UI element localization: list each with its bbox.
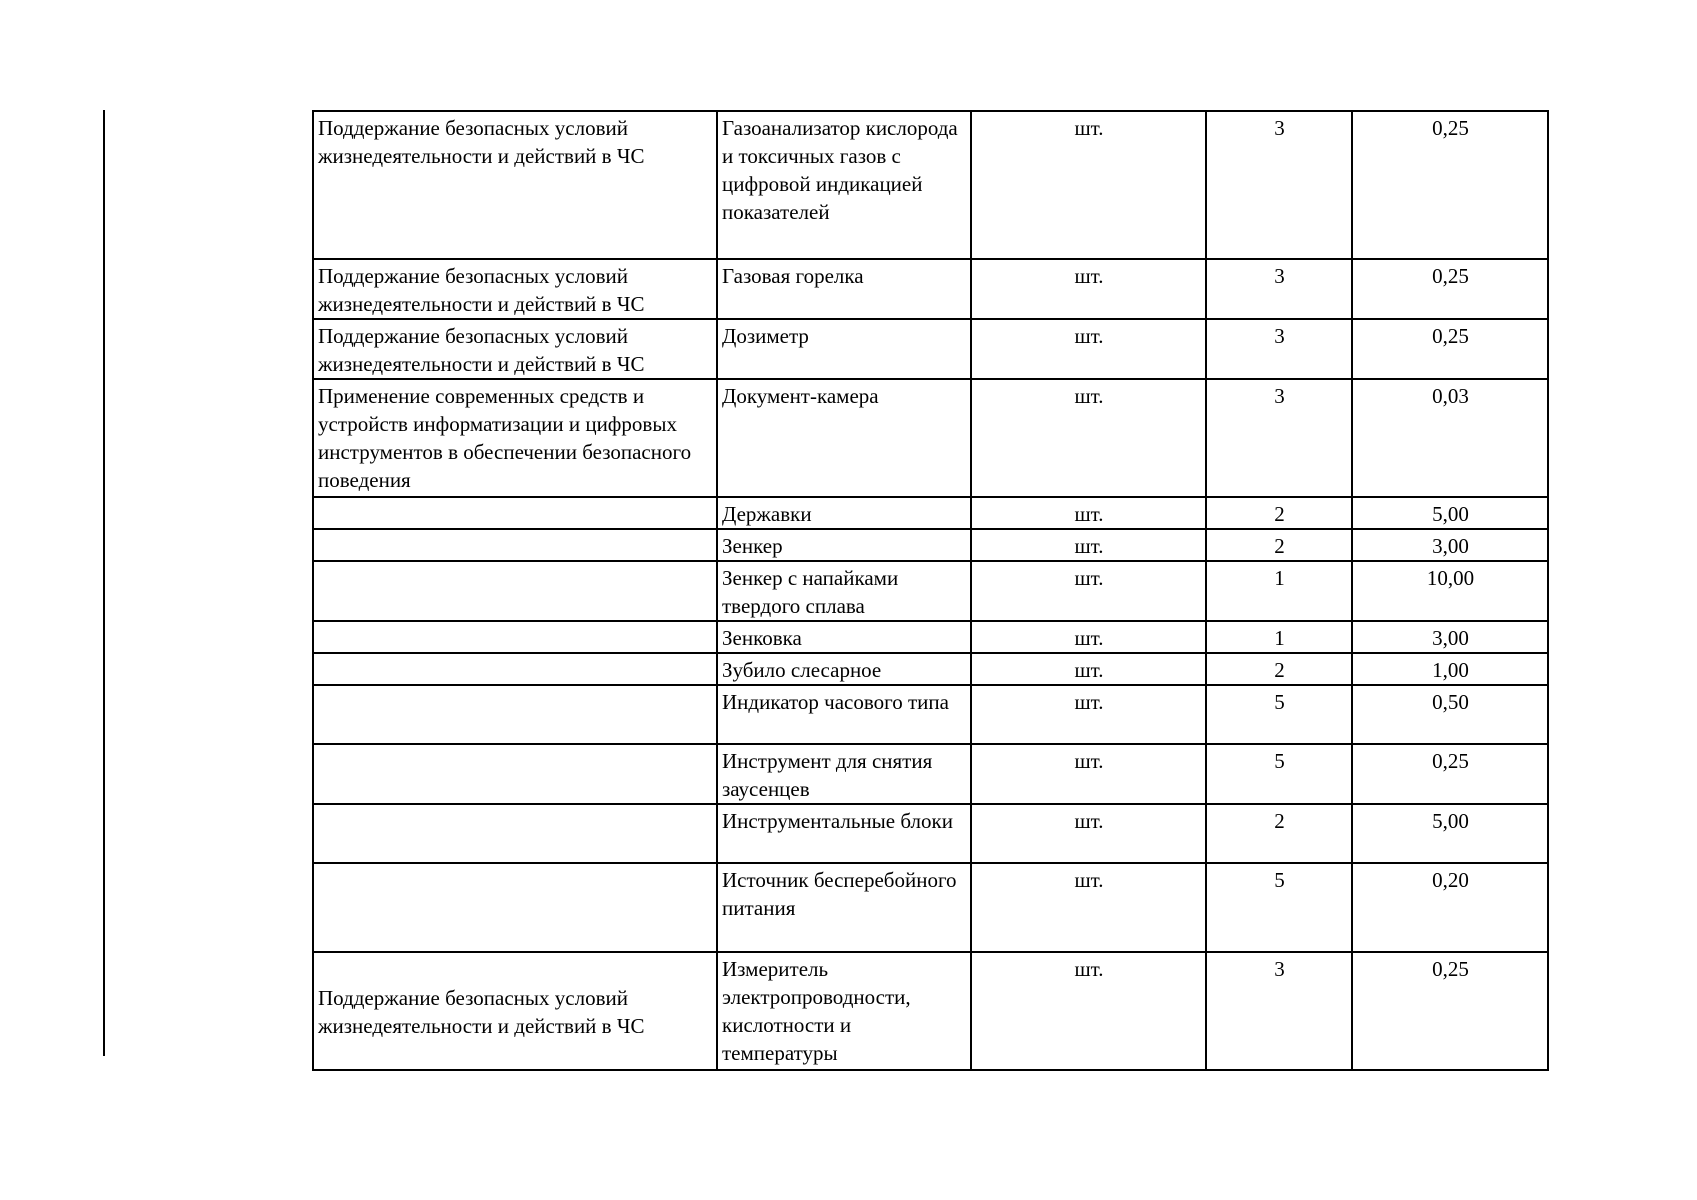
purpose-cell (313, 863, 717, 952)
item-name-cell: Газоанализатор кислорода и токсичных газов с цифровой индикацией показателей (717, 111, 971, 259)
norm-cell: 0,20 (1352, 863, 1548, 952)
norm-cell: 5,00 (1352, 804, 1548, 863)
item-name-cell: Источник бесперебойного питания (717, 863, 971, 952)
quantity-cell: 2 (1206, 497, 1352, 529)
item-name-cell: Дозиметр (717, 319, 971, 379)
quantity-cell: 3 (1206, 379, 1352, 497)
table-row (313, 685, 1548, 744)
table-row (313, 561, 1548, 621)
purpose-cell (313, 529, 717, 561)
item-name-cell: Зенковка (717, 621, 971, 653)
norm-cell: 0,50 (1352, 685, 1548, 744)
item-name-cell: Инструмент для снятия заусенцев (717, 744, 971, 804)
purpose-cell (313, 653, 717, 685)
item-name-cell: Зенкер (717, 529, 971, 561)
table-row (313, 259, 1548, 319)
unit-cell: шт. (971, 653, 1206, 685)
quantity-cell: 1 (1206, 621, 1352, 653)
unit-cell: шт. (971, 685, 1206, 744)
table-row (313, 621, 1548, 653)
table-row (313, 379, 1548, 497)
quantity-cell: 2 (1206, 653, 1352, 685)
norm-cell: 1,00 (1352, 653, 1548, 685)
purpose-cell (313, 804, 717, 863)
purpose-cell (313, 561, 717, 621)
unit-cell: шт. (971, 561, 1206, 621)
purpose-cell (313, 621, 717, 653)
purpose-cell (313, 497, 717, 529)
equipment-table (312, 110, 1549, 1071)
quantity-cell: 5 (1206, 685, 1352, 744)
table-row (313, 744, 1548, 804)
quantity-cell: 5 (1206, 863, 1352, 952)
table-row (313, 804, 1548, 863)
item-name-cell: Документ-камера (717, 379, 971, 497)
quantity-cell: 1 (1206, 561, 1352, 621)
norm-cell: 0,25 (1352, 111, 1548, 259)
norm-cell: 10,00 (1352, 561, 1548, 621)
item-name-cell: Газовая горелка (717, 259, 971, 319)
norm-cell: 0,25 (1352, 319, 1548, 379)
quantity-cell: 2 (1206, 529, 1352, 561)
item-name-cell: Индикатор часового типа (717, 685, 971, 744)
norm-cell: 0,03 (1352, 379, 1548, 497)
left-margin-line (103, 110, 105, 1056)
unit-cell: шт. (971, 497, 1206, 529)
norm-cell: 5,00 (1352, 497, 1548, 529)
unit-cell: шт. (971, 744, 1206, 804)
purpose-cell: Поддержание безопасных условий жизнедеятельности и действий в ЧС (313, 952, 717, 1070)
purpose-cell: Поддержание безопасных условий жизнедеятельности и действий в ЧС (313, 259, 717, 319)
table-row (313, 863, 1548, 952)
unit-cell: шт. (971, 804, 1206, 863)
unit-cell: шт. (971, 621, 1206, 653)
unit-cell: шт. (971, 952, 1206, 1070)
table-row (313, 497, 1548, 529)
unit-cell: шт. (971, 111, 1206, 259)
unit-cell: шт. (971, 319, 1206, 379)
norm-cell: 0,25 (1352, 952, 1548, 1070)
purpose-cell (313, 744, 717, 804)
table-row (313, 653, 1548, 685)
quantity-cell: 3 (1206, 319, 1352, 379)
norm-cell: 3,00 (1352, 529, 1548, 561)
purpose-cell (313, 685, 717, 744)
table-row (313, 529, 1548, 561)
quantity-cell: 3 (1206, 111, 1352, 259)
item-name-cell: Зубило слесарное (717, 653, 971, 685)
item-name-cell: Инструментальные блоки (717, 804, 971, 863)
quantity-cell: 2 (1206, 804, 1352, 863)
norm-cell: 0,25 (1352, 259, 1548, 319)
item-name-cell: Державки (717, 497, 971, 529)
item-name-cell: Зенкер с напайками твердого сплава (717, 561, 971, 621)
quantity-cell: 3 (1206, 952, 1352, 1070)
quantity-cell: 5 (1206, 744, 1352, 804)
quantity-cell: 3 (1206, 259, 1352, 319)
norm-cell: 3,00 (1352, 621, 1548, 653)
table-row (313, 952, 1548, 1070)
purpose-cell: Поддержание безопасных условий жизнедеятельности и действий в ЧС (313, 319, 717, 379)
norm-cell: 0,25 (1352, 744, 1548, 804)
table-row (313, 111, 1548, 259)
table-row (313, 319, 1548, 379)
unit-cell: шт. (971, 529, 1206, 561)
purpose-cell: Применение современных средств и устройств информатизации и цифровых инструментов в обеспечении безопасного поведения (313, 379, 717, 497)
item-name-cell: Измеритель электропроводности, кислотности и температуры (717, 952, 971, 1070)
purpose-cell: Поддержание безопасных условий жизнедеятельности и действий в ЧС (313, 111, 717, 259)
unit-cell: шт. (971, 863, 1206, 952)
unit-cell: шт. (971, 259, 1206, 319)
unit-cell: шт. (971, 379, 1206, 497)
